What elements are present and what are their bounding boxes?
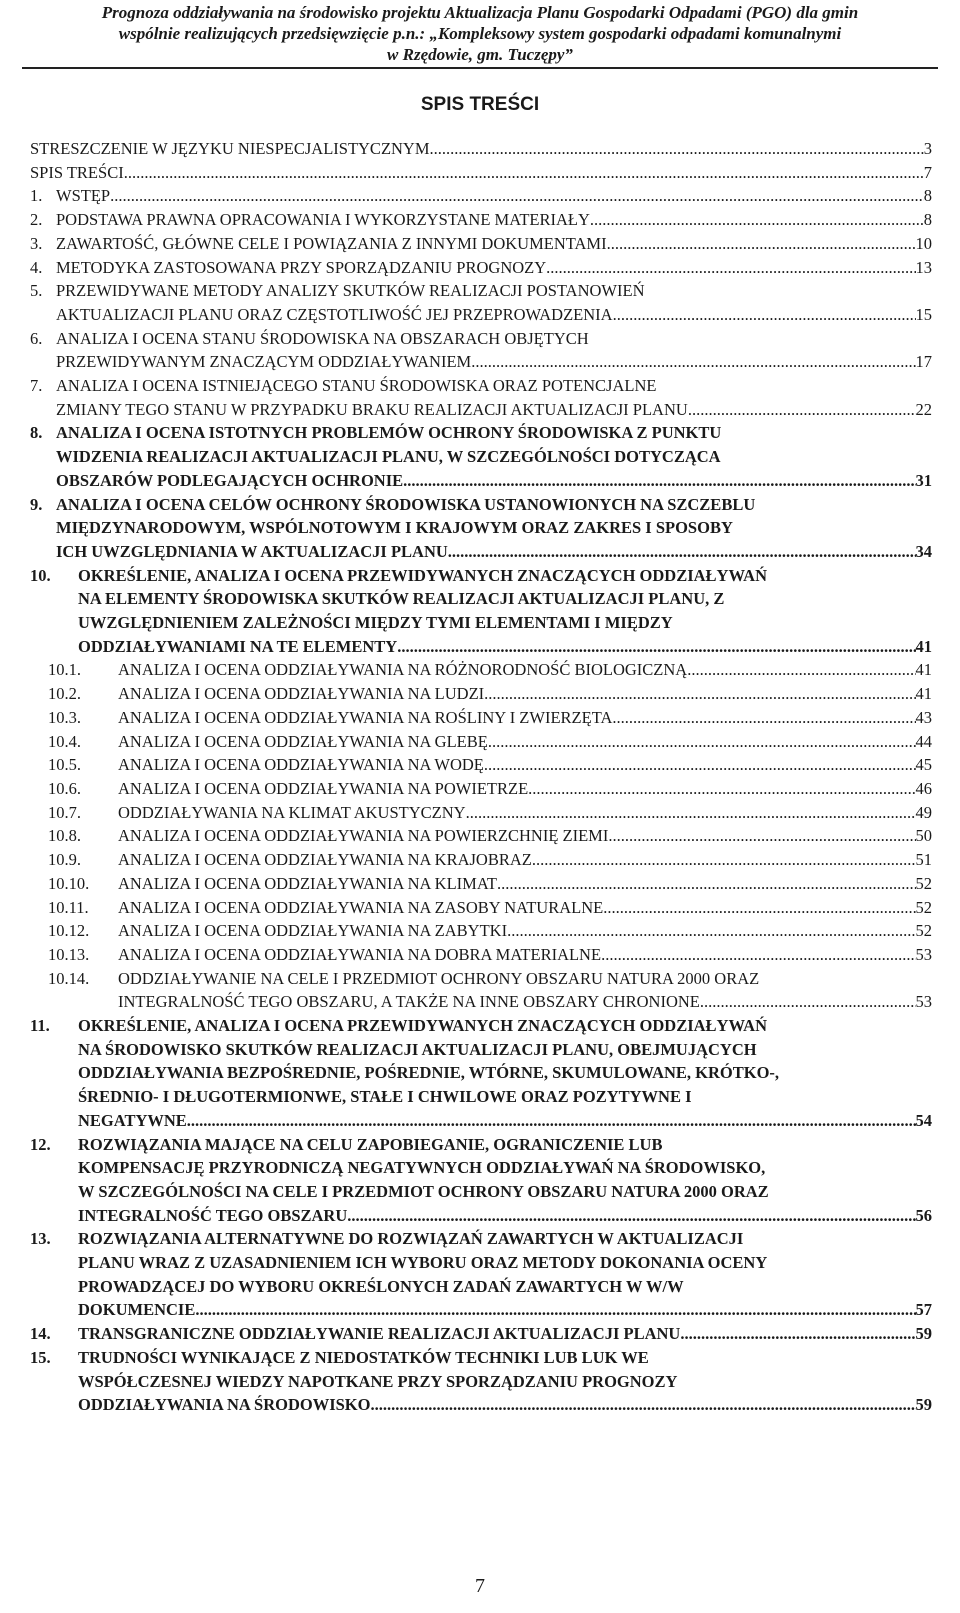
toc-subentry[interactable] [30, 943, 932, 967]
toc-entry-body [118, 896, 932, 920]
toc-entry-final-line [56, 469, 932, 493]
dot-leader [195, 1298, 915, 1322]
toc-entry-line: PLANU WRAZ Z UZASADNIENIEM ICH WYBORU ORAZ METODY DOKONANIA OCENY [78, 1253, 768, 1273]
dot-leader [110, 184, 924, 208]
toc-entry-body [78, 1133, 932, 1228]
dot-leader [612, 706, 915, 730]
toc-entry[interactable] [30, 1133, 932, 1228]
toc-entry-final-line [118, 730, 932, 754]
toc-entry-title: ZAWARTOŚĆ, GŁÓWNE CELE I POWIĄZANIA Z INNYMI DOKUMENTAMI [56, 233, 607, 253]
toc-entry-body [56, 327, 932, 374]
toc-entry-body [118, 824, 932, 848]
toc-entry-final-line [78, 1298, 932, 1322]
toc-entry-final-line [56, 256, 932, 280]
toc-entry-title: METODYKA ZASTOSOWANA PRZY SPORZĄDZANIU PROGNOZY [56, 257, 547, 277]
page-number: 7 [475, 1575, 485, 1597]
toc-entry-body [78, 1322, 932, 1346]
toc-entry-title: ANALIZA I OCENA ODDZIAŁYWANIA NA ROŚLINY I ZWIERZĘTA [118, 707, 613, 727]
toc-entry-line: PRZEWIDYWANE METODY ANALIZY SKUTKÓW REALIZACJI POSTANOWIEŃ [56, 281, 645, 301]
toc-entry-title: ANALIZA I OCENA ODDZIAŁYWANIA NA GLEBĘ [118, 731, 488, 751]
toc-subentry[interactable] [30, 658, 932, 682]
toc-entry-number: 10.11. [48, 897, 89, 917]
toc-page-number: 46 [915, 778, 932, 798]
dot-leader [124, 161, 924, 185]
toc-entry-title: TRANSGRANICZNE ODDZIAŁYWANIE REALIZACJI AKTUALIZACJI PLANU [78, 1324, 681, 1344]
toc-page-number: 52 [915, 873, 932, 893]
toc-subentry[interactable] [30, 967, 932, 1014]
toc-entry-body [56, 256, 932, 280]
toc-entry[interactable] [30, 374, 932, 421]
toc-page-number: 51 [915, 850, 932, 870]
toc-subentry[interactable] [30, 824, 932, 848]
toc-entry-final-line [118, 682, 932, 706]
toc-entry-number: 10.14. [48, 968, 90, 988]
toc-entry-title: PRZEWIDYWANYM ZNACZĄCYM ODDZIAŁYWANIEM [56, 352, 472, 372]
toc-entry[interactable] [30, 421, 932, 492]
toc-page-number: 13 [915, 257, 932, 277]
toc-entry-number: 10.1. [48, 660, 81, 680]
toc-entry-body [56, 421, 932, 492]
toc-page-number: 44 [915, 731, 932, 751]
dot-leader [397, 635, 915, 659]
toc-entry-number: 6. [30, 328, 43, 348]
toc-page-number: 49 [915, 802, 932, 822]
toc-page-number: 10 [915, 233, 932, 253]
dot-leader [484, 753, 916, 777]
toc-entry-body [56, 208, 932, 232]
toc-page-number: 15 [915, 304, 932, 324]
dot-leader [700, 990, 916, 1014]
dot-leader [528, 777, 915, 801]
dot-leader [688, 398, 916, 422]
toc-entry-line: ANALIZA I OCENA STANU ŚRODOWISKA NA OBSZARACH OBJĘTYCH [56, 328, 589, 348]
dot-leader [466, 801, 916, 825]
toc-entry-line: ODDZIAŁYWANIE NA CELE I PRZEDMIOT OCHRONY OBSZARU NATURA 2000 ORAZ [118, 968, 760, 988]
toc-entry-body [56, 374, 932, 421]
toc-entry-line: TRUDNOŚCI WYNIKAJĄCE Z NIEDOSTATKÓW TECHNIKI LUB LUK WE [78, 1347, 649, 1367]
toc-entry-title: PODSTAWA PRAWNA OPRACOWANIA I WYKORZYSTANE MATERIAŁY [56, 210, 590, 230]
toc-entry-title: ODDZIAŁYWANIA NA ŚRODOWISKO [78, 1395, 371, 1415]
toc-page-number: 53 [915, 944, 932, 964]
dot-leader [488, 730, 916, 754]
toc-page-number: 57 [915, 1300, 932, 1320]
dot-leader [532, 848, 916, 872]
dot-leader [370, 1393, 915, 1417]
toc-subentry[interactable] [30, 753, 932, 777]
toc-page-number: 52 [915, 921, 932, 941]
toc-entry-body [118, 682, 932, 706]
toc-entry-body [118, 658, 932, 682]
toc-entry-final-line [118, 658, 932, 682]
toc-page-number: 56 [915, 1205, 932, 1225]
toc-entry-number: 4. [30, 257, 43, 277]
toc-entry-number: 14. [30, 1324, 51, 1344]
toc-entry-title: ANALIZA I OCENA ODDZIAŁYWANIA NA ZASOBY NATURALNE [118, 897, 604, 917]
toc-page-number: 59 [915, 1395, 932, 1415]
toc-entry[interactable] [30, 256, 932, 280]
toc-entry-number: 10.8. [48, 826, 81, 846]
toc-entry-body [78, 564, 932, 659]
dot-leader [187, 1109, 916, 1133]
toc-entry-number: 10.13. [48, 944, 90, 964]
toc-entry-body [30, 161, 932, 185]
toc-entry-line: OKREŚLENIE, ANALIZA I OCENA PRZEWIDYWANYCH ZNACZĄCYCH ODDZIAŁYWAŃ [78, 1016, 767, 1036]
toc-entry-body [118, 706, 932, 730]
toc-subentry[interactable] [30, 777, 932, 801]
toc-entry[interactable] [30, 1014, 932, 1133]
toc-entry-line: ANALIZA I OCENA CELÓW OCHRONY ŚRODOWISKA USTANOWIONYCH NA SZCZEBLU [56, 494, 756, 514]
toc-entry-body [56, 184, 932, 208]
toc-entry-final-line [78, 635, 932, 659]
toc-subentry[interactable] [30, 919, 932, 943]
toc-entry-body [118, 919, 932, 943]
dot-leader [484, 682, 915, 706]
toc-page-number: 41 [915, 660, 932, 680]
toc-entry[interactable] [30, 161, 932, 185]
toc-entry-final-line [118, 990, 932, 1014]
toc-entry-title: ANALIZA I OCENA ODDZIAŁYWANIA NA LUDZI [118, 684, 485, 704]
toc-entry-number: 11. [30, 1016, 50, 1036]
toc-entry-final-line [56, 398, 932, 422]
toc-entry-title: ODDZIAŁYWANIAMI NA TE ELEMENTY [78, 636, 398, 656]
toc-entry-title: ANALIZA I OCENA ODDZIAŁYWANIA NA KRAJOBRAZ [118, 850, 532, 870]
toc-entry-body [78, 1227, 932, 1322]
toc-entry-title: ANALIZA I OCENA ODDZIAŁYWANIA NA POWIERZCHNIĘ ZIEMI [118, 826, 609, 846]
dot-leader [607, 232, 916, 256]
toc-entry-number: 8. [30, 423, 43, 443]
toc-entry-body [56, 232, 932, 256]
toc-subentry[interactable] [30, 706, 932, 730]
toc-entry-final-line [56, 184, 932, 208]
toc-entry-number: 10. [30, 565, 51, 585]
toc-subentry[interactable] [30, 801, 932, 825]
header-rule [22, 67, 938, 69]
toc-entry-final-line [56, 232, 932, 256]
toc-entry-title: ANALIZA I OCENA ODDZIAŁYWANIA NA WODĘ [118, 755, 484, 775]
toc-entry-title: ICH UWZGLĘDNIANIA W AKTUALIZACJI PLANU [56, 541, 448, 561]
toc-entry-line: ŚREDNIO- I DŁUGOTERMIONWE, STAŁE I CHWILOWE ORAZ POZYTYWNE I [78, 1087, 692, 1107]
header-line: w Rzędowie, gm. Tuczępy” [387, 45, 573, 64]
toc-entry-line: ROZWIĄZANIA MAJĄCE NA CELU ZAPOBIEGANIE, OGRANICZENIE LUB [78, 1134, 663, 1154]
toc-subentry[interactable] [30, 730, 932, 754]
toc-page-number: 41 [915, 636, 932, 656]
dot-leader [680, 1322, 915, 1346]
toc-entry-final-line [30, 161, 932, 185]
toc-page-number: 31 [915, 470, 932, 490]
toc-subentry[interactable] [30, 682, 932, 706]
toc-entry-body [78, 1014, 932, 1133]
toc-page-number: 8 [923, 186, 932, 206]
toc-entry-number: 10.4. [48, 731, 81, 751]
toc-entry-title: ANALIZA I OCENA ODDZIAŁYWANIA NA RÓŻNORODNOŚĆ BIOLOGICZNĄ [118, 660, 688, 680]
toc-entry-number: 7. [30, 376, 43, 396]
dot-leader [546, 256, 915, 280]
toc-page-number: 8 [923, 210, 932, 230]
dot-leader [497, 872, 915, 896]
toc-entry-line: ROZWIĄZANIA ALTERNATYWNE DO ROZWIĄZAŃ ZAWARTYCH W AKTUALIZACJI [78, 1229, 744, 1249]
toc-page-number: 17 [915, 352, 932, 372]
toc-page-number: 43 [915, 707, 932, 727]
toc-entry-final-line [56, 208, 932, 232]
running-header [22, 0, 938, 65]
toc-subentry[interactable] [30, 896, 932, 920]
toc-entry-number: 10.10. [48, 873, 90, 893]
toc-entry-number: 10.2. [48, 684, 81, 704]
toc-entry-number: 10.12. [48, 921, 90, 941]
toc-entry-title: STRESZCZENIE W JĘZYKU NIESPECJALISTYCZNYM [30, 139, 430, 158]
toc-entry-line: W SZCZEGÓLNOŚCI NA CELE I PRZEDMIOT OCHRONY OBSZARU NATURA 2000 ORAZ [78, 1181, 769, 1201]
toc-entry-title: AKTUALIZACJI PLANU ORAZ CZĘSTOTLIWOŚĆ JEJ PRZEPROWADZENIA [56, 304, 613, 324]
toc-entry-final-line [78, 1393, 932, 1417]
toc-entry-final-line [118, 872, 932, 896]
toc-entry[interactable] [30, 232, 932, 256]
dot-leader [403, 469, 915, 493]
toc-subentry[interactable] [30, 872, 932, 896]
dot-leader [613, 303, 916, 327]
toc-page-number: 54 [915, 1110, 932, 1130]
toc-entry-line: ODDZIAŁYWANIA BEZPOŚREDNIE, POŚREDNIE, WTÓRNE, SKUMULOWANE, KRÓTKO-, [78, 1063, 780, 1083]
toc-entry-final-line [118, 848, 932, 872]
toc-entry[interactable] [30, 184, 932, 208]
toc-entry[interactable] [30, 1346, 932, 1417]
dot-leader [430, 137, 924, 161]
dot-leader [601, 943, 915, 967]
toc-entry-title: INTEGRALNOŚĆ TEGO OBSZARU [78, 1205, 348, 1225]
toc-page-number: 7 [923, 162, 932, 182]
toc-page-number: 3 [923, 139, 932, 158]
toc-entry-number: 13. [30, 1229, 51, 1249]
toc-entry-final-line [56, 540, 932, 564]
toc-entry-number: 9. [30, 494, 43, 514]
toc-entry-number: 10.5. [48, 755, 81, 775]
toc-entry-title: DOKUMENCIE [78, 1300, 196, 1320]
header-line: Prognoza oddziaływania na środowisko projektu Aktualizacja Planu Gospodarki Odpadami (PGO) dla gmin [101, 3, 859, 22]
dot-leader [687, 658, 915, 682]
toc-entry-final-line [56, 303, 932, 327]
toc-entry-number: 10.7. [48, 802, 81, 822]
toc-subentry[interactable] [30, 848, 932, 872]
toc-entry[interactable] [30, 137, 932, 161]
toc-entry-line: WSPÓŁCZESNEJ WIEDZY NAPOTKANE PRZY SPORZĄDZANIU PROGNOZY [78, 1371, 678, 1391]
toc-entry-title: ANALIZA I OCENA ODDZIAŁYWANIA NA KLIMAT [118, 873, 498, 893]
dot-leader [603, 896, 915, 920]
toc-entry-number: 1. [30, 186, 43, 206]
toc-page-number: 41 [915, 684, 932, 704]
toc-entry-body [30, 137, 932, 161]
toc-page-number: 22 [915, 399, 932, 419]
toc-entry-line: ANALIZA I OCENA ISTNIEJĄCEGO STANU ŚRODOWISKA ORAZ POTENCJALNE [56, 376, 657, 396]
toc-entry-final-line [78, 1204, 932, 1228]
toc-entry-body [118, 967, 932, 1014]
toc-entry-final-line [78, 1322, 932, 1346]
dot-leader [507, 919, 915, 943]
toc-entry-number: 10.3. [48, 707, 81, 727]
toc-entry-body [118, 730, 932, 754]
dot-leader [590, 208, 924, 232]
toc-entry-final-line [30, 137, 932, 161]
toc-entry-final-line [78, 1109, 932, 1133]
toc-entry[interactable] [30, 208, 932, 232]
toc-entry-body [118, 872, 932, 896]
toc-entry-title: WSTĘP [56, 186, 111, 206]
header-line: wspólnie realizujących przedsięwzięcie p.n.: „Kompleksowy system gospodarki odpadami komunalnymi [118, 24, 842, 43]
toc-page-number: 45 [915, 755, 932, 775]
toc-entry-body [118, 753, 932, 777]
toc-entry-line: PROWADZĄCEJ DO WYBORU OKREŚLONYCH ZADAŃ ZAWARTYCH W W/W [78, 1276, 684, 1296]
toc-entry-title: INTEGRALNOŚĆ TEGO OBSZARU, A TAKŻE NA INNE OBSZARY CHRONIONE [118, 992, 700, 1012]
toc-entry-line: WIDZENIA REALIZACJI AKTUALIZACJI PLANU, W SZCZEGÓLNOŚCI DOTYCZĄCA [56, 447, 721, 467]
toc-entry-title: ZMIANY TEGO STANU W PRZYPADKU BRAKU REALIZACJI AKTUALIZACJI PLANU [56, 399, 688, 419]
toc-entry-number: 10.6. [48, 778, 81, 798]
toc-entry-number: 3. [30, 233, 43, 253]
toc-title: SPIS TREŚCI [420, 94, 540, 115]
dot-leader [448, 540, 916, 564]
toc-entry-final-line [118, 919, 932, 943]
toc-page-number: 59 [915, 1324, 932, 1344]
toc-entry-title: OBSZARÓW PODLEGAJĄCYCH OCHRONIE [56, 470, 404, 490]
toc-entry-body [118, 943, 932, 967]
toc-page-number: 50 [915, 826, 932, 846]
toc-page-number: 34 [915, 541, 932, 561]
toc-entry-line: MIĘDZYNARODOWYM, WSPÓLNOTOWYM I KRAJOWYM ORAZ ZAKRES I SPOSOBY [56, 518, 733, 538]
toc-entry-line: UWZGLĘDNIENIEM ZALEŻNOŚCI MIĘDZY TYMI ELEMENTAMI I MIĘDZY [78, 613, 673, 633]
toc-entry[interactable] [30, 279, 932, 326]
toc-entry-number: 12. [30, 1134, 51, 1154]
toc-entry[interactable] [30, 1322, 932, 1346]
toc-entry-body [78, 1346, 932, 1417]
toc-entry-title: ANALIZA I OCENA ODDZIAŁYWANIA NA ZABYTKI [118, 921, 508, 941]
toc-entry-line: NA ŚRODOWISKO SKUTKÓW REALIZACJI AKTUALIZACJI PLANU, OBEJMUJĄCYCH [78, 1039, 757, 1059]
toc-entry-body [118, 848, 932, 872]
toc-entry-title: ODDZIAŁYWANIA NA KLIMAT AKUSTYCZNY [118, 802, 466, 822]
toc-entry-number: 2. [30, 210, 43, 230]
toc-entry-body [56, 279, 932, 326]
toc-entry-title: ANALIZA I OCENA ODDZIAŁYWANIA NA POWIETRZE [118, 778, 529, 798]
toc-entry-final-line [118, 896, 932, 920]
toc-entry-line: KOMPENSACJĘ PRZYRODNICZĄ NEGATYWNYCH ODDZIAŁYWAŃ NA ŚRODOWISKO, [78, 1158, 766, 1178]
dot-leader [471, 350, 915, 374]
toc-entry-final-line [118, 824, 932, 848]
dot-leader [608, 824, 915, 848]
toc-entry[interactable] [30, 564, 932, 659]
toc-entry-number: 10.9. [48, 850, 81, 870]
toc-entry-title: NEGATYWNE [78, 1110, 187, 1130]
table-of-contents [30, 137, 932, 1417]
toc-entry-number: 15. [30, 1347, 51, 1367]
toc-entry[interactable] [30, 327, 932, 374]
toc-entry-line: NA ELEMENTY ŚRODOWISKA SKUTKÓW REALIZACJI AKTUALIZACJI PLANU, Z [78, 589, 725, 609]
toc-entry-line: OKREŚLENIE, ANALIZA I OCENA PRZEWIDYWANYCH ZNACZĄCYCH ODDZIAŁYWAŃ [78, 565, 767, 585]
toc-entry-body [118, 801, 932, 825]
toc-entry-title: SPIS TREŚCI [30, 162, 124, 182]
toc-entry-final-line [118, 943, 932, 967]
toc-entry-line: ANALIZA I OCENA ISTOTNYCH PROBLEMÓW OCHRONY ŚRODOWISKA Z PUNKTU [56, 423, 722, 443]
toc-entry-body [56, 493, 932, 564]
toc-entry-final-line [56, 350, 932, 374]
toc-entry[interactable] [30, 493, 932, 564]
toc-entry-final-line [118, 801, 932, 825]
toc-page-number: 53 [915, 992, 932, 1012]
toc-entry-final-line [118, 706, 932, 730]
toc-page-number: 52 [915, 897, 932, 917]
toc-entry-final-line [118, 753, 932, 777]
toc-entry-body [118, 777, 932, 801]
dot-leader [347, 1204, 915, 1228]
toc-entry-number: 5. [30, 281, 43, 301]
toc-entry[interactable] [30, 1227, 932, 1322]
toc-entry-final-line [118, 777, 932, 801]
toc-entry-title: ANALIZA I OCENA ODDZIAŁYWANIA NA DOBRA MATERIALNE [118, 944, 602, 964]
